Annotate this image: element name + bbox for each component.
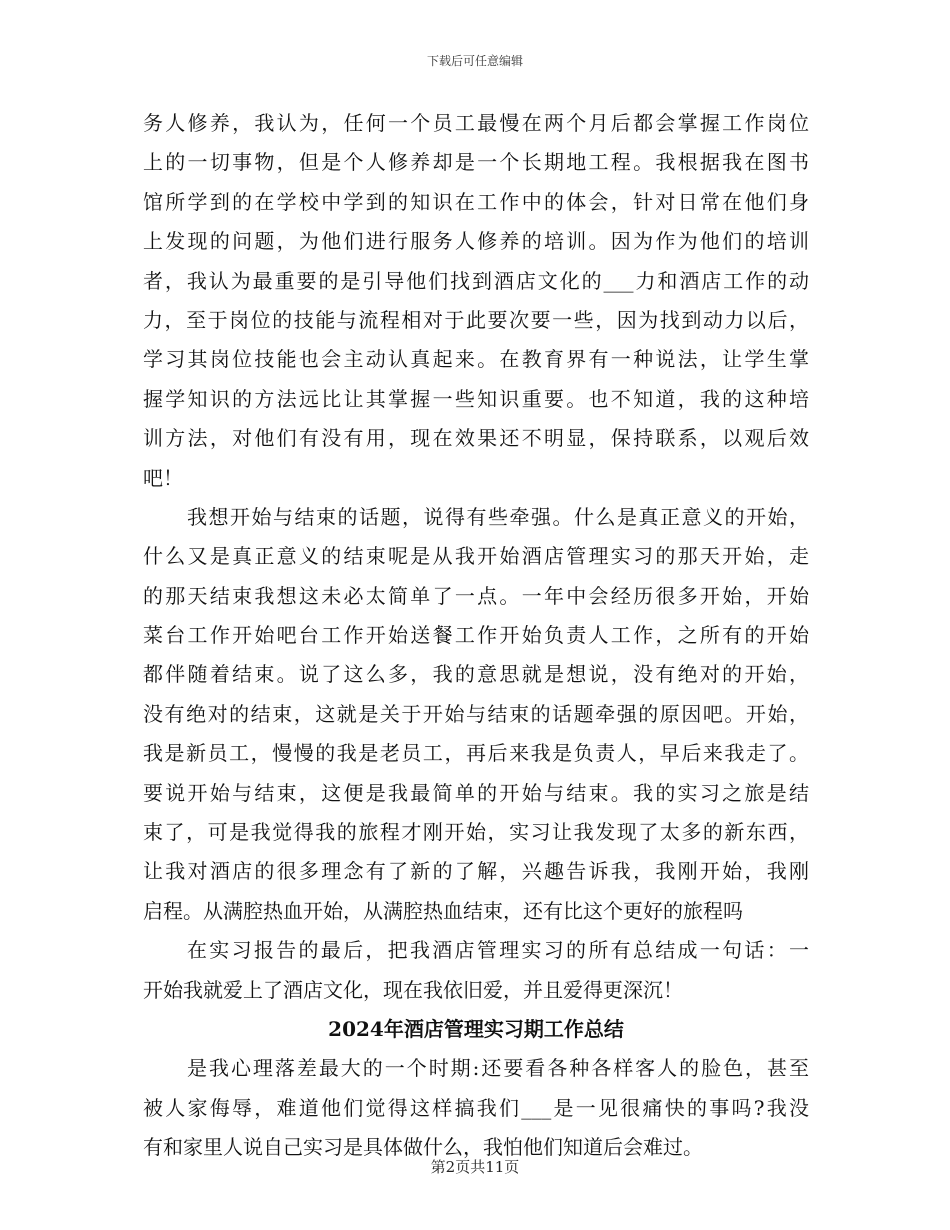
text-line: 启程。从满腔热血开始，从满腔热血结束，还有比这个更好的旅程吗 [143,898,743,923]
text-line: 务人修养，我认为，任何一个员工最慢在两个月后都会掌握工作岗位 [143,111,809,135]
text-line: 上发现的问题，为他们进行服务人修养的培训。因为作为他们的培训 [143,229,809,254]
paragraph [143,931,809,1010]
text-line: 馆所学到的在学校中学到的知识在工作中的体会，针对日常在他们身 [143,189,809,214]
text-line: 训方法，对他们有没有用，现在效果还不明显，保持联系，以观后效 [143,426,809,451]
text-line: 吧！ [143,465,183,490]
paragraphs-before-heading [143,104,809,1010]
text-line: 被人家侮辱，难道他们觉得这样搞我们___是一见很痛快的事吗?我没 [143,1095,809,1120]
text-line: 没有绝对的结束，这就是关于开始与结束的话题牵强的原因吧。开始， [143,701,809,726]
text-line: 有和家里人说自己实习是具体做什么，我怕他们知道后会难过。 [143,1135,703,1160]
page-header: 下载后可任意编辑 [426,54,523,68]
text-line: 都伴随着结束。说了这么多，我的意思就是想说，没有绝对的开始， [143,662,809,687]
text-line: 什么又是真正意义的结束呢是从我开始酒店管理实习的那天开始，走 [143,544,809,569]
paragraph [143,104,809,498]
text-line: 学习其岗位技能也会主动认真起来。在教育界有一种说法，让学生掌 [143,347,809,372]
text-line: 菜台工作开始吧台工作开始送餐工作开始负责人工作，之所有的开始 [143,623,809,648]
text-line: 在实习报告的最后，把我酒店管理实习的所有总结成一句话：一 [187,938,809,963]
text-line: 让我对酒店的很多理念有了新的了解，兴趣告诉我，我刚开始，我刚 [143,859,809,884]
text-line: 束了，可是我觉得我的旅程才刚开始，实习让我发现了太多的新东西， [143,820,809,845]
paragraph [143,1049,809,1167]
text-line: 要说开始与结束，这便是我最简单的开始与结束。我的实习之旅是结 [143,780,809,805]
page-footer: 第2页共11页 [430,1158,520,1176]
section-heading: 2024年酒店管理实习期工作总结 [328,1016,624,1041]
text-line: 是我心理落差最大的一个时期:还要看各种各样客人的脸色，甚至 [187,1056,809,1081]
text-line: 握学知识的方法远比让其掌握一些知识重要。也不知道，我的这种培 [143,386,809,411]
text-line: 我是新员工，慢慢的我是老员工，再后来我是负责人，早后来我走了。 [143,741,809,766]
text-line: 力，至于岗位的技能与流程相对于此要次要一些，因为找到动力以后， [143,307,809,332]
text-line: 我想开始与结束的话题，说得有些牵强。什么是真正意义的开始， [187,504,809,529]
text-line: 者，我认为最重要的是引导他们找到酒店文化的___力和酒店工作的动 [143,268,809,293]
paragraphs-after-heading [143,1049,809,1167]
text-line: 的那天结束我想这未必太简单了一点。一年中会经历很多开始，开始 [143,583,809,608]
paragraph [143,498,809,931]
document-body [143,104,809,1168]
text-line: 上的一切事物，但是个人修养却是一个长期地工程。我根据我在图书 [143,150,809,175]
text-line: 开始我就爱上了酒店文化，现在我依旧爱，并且爱得更深沉！ [143,977,683,1002]
